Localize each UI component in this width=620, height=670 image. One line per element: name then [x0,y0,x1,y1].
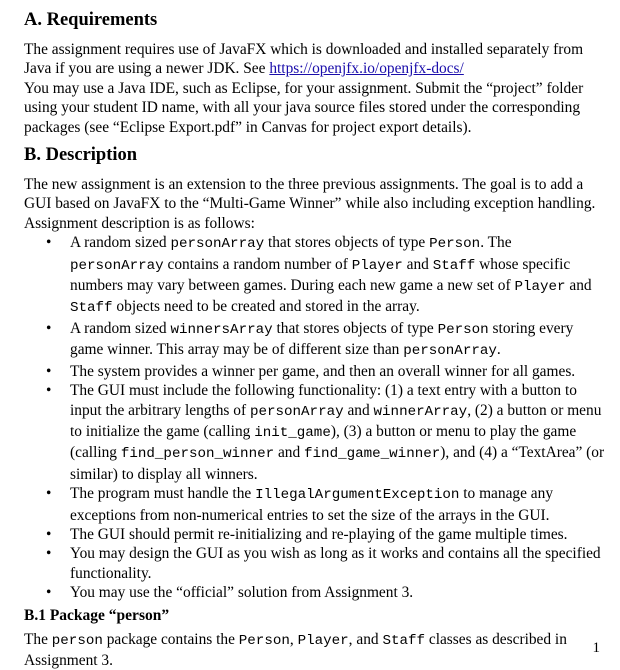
description-intro: The new assignment is an extension to the three previous assignments. The goal is to add a GUI based on JavaFX to the “Multi-Game Winner” while also including exception handling. Assignment description is as follows: [24,176,596,232]
section-b1-heading: B.1 Package “person” [24,606,170,624]
section-b-body [24,175,608,603]
list-item: • The GUI must include the following functionality: (1) a text entry with a button to input the arbitrary lengths of personArray and winnerArray, (2) a button or menu to initialize the game (calling init_game), (3) a button or menu to play the game (calling find_person_winner and find_game_winner), and (4) a “TextArea” (or similar) to display all winners. [24,381,608,484]
openjfx-docs-link[interactable]: https://openjfx.io/openjfx-docs/ [269,60,464,78]
person-package-paragraph: The person package contains the Person, Player, and Staff classes as described in Assignment 3. [24,630,567,669]
requirements-paragraph: The assignment requires use of JavaFX which is downloaded and installed separately from Java if you are using a newer JDK. See https://openjfx.io/openjfx-docs/ [24,41,584,78]
section-b1-body [24,630,608,670]
document-page [24,6,608,670]
requirements-ide-paragraph: You may use a Java IDE, such as Eclipse, for your assignment. Submit the “project” folder using your student ID name, with all your java source files stored under the corresponding packages (see “Eclipse Export.pdf” in Canvas for project export details). [24,79,584,136]
list-item: • The GUI should permit re-initializing and re-playing of the game multiple times. [24,525,608,544]
list-item: • The system provides a winner per game, and then an overall winner for all games. [24,362,608,381]
section-a-heading: A. Requirements [24,10,158,30]
page-number: 1 [592,640,600,656]
description-list [24,233,608,602]
list-item: • You may design the GUI as you wish as long as it works and contains all the specified functionality. [24,544,608,583]
list-item: • You may use the “official” solution from Assignment 3. [24,583,608,602]
section-b-heading: B. Description [24,145,138,166]
list-item: • A random sized personArray that stores objects of type Person. The personArray contains a random number of Player and Staff whose specific numbers may vary between games. During each new game a new set of Player and Staff objects need to be created and stored in the array. [24,233,608,319]
list-item: • A random sized winnersArray that stores objects of type Person storing every game winner. This array may be of different size than personArray. [24,319,608,362]
list-item: • The program must handle the IllegalArgumentException to manage any exceptions from non-numerical entries to set the size of the arrays in the GUI. [24,484,608,525]
section-a-body [24,40,608,137]
